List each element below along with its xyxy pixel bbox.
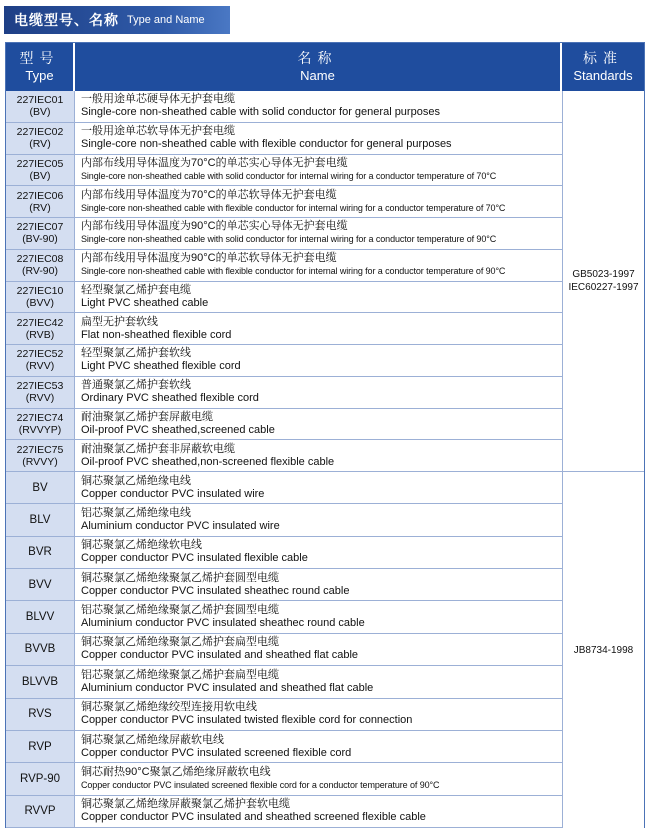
table-row [6,250,562,282]
table-row [6,409,562,441]
name-en: Copper conductor PVC insulated screened flexible cord [81,746,352,759]
name-en: Light PVC sheathed cable [81,296,209,309]
name-cell [75,440,562,471]
type-cell [6,91,75,122]
name-en: Copper conductor PVC insulated screened flexible cord for a conductor temperature of 90°C [81,779,440,790]
type-code: 227IEC74 [16,411,64,424]
name-cn: 普通聚氯乙烯护套软线 [81,379,191,392]
name-en: Single-core non-sheathed cable with flexible conductor for general purposes [81,138,452,151]
type-code: 227IEC01 [16,94,64,107]
name-cn: 铝芯聚氯乙烯绝缘聚氯乙烯护套扁型电缆 [81,668,279,681]
section-title-en: Type and Name [127,14,205,26]
table-row [6,537,562,569]
header-type [6,43,75,91]
header-type-cn: 型号 [19,50,60,66]
type-code-alias: (BV-90) [22,233,58,246]
type-cell [6,377,75,408]
name-en: Aluminium conductor PVC insulated wire [81,520,280,533]
name-cn: 铜芯聚氯乙烯绝缘绞型连接用软电线 [81,701,257,714]
name-en: Flat non-sheathed flexible cord [81,328,232,341]
standard-iec60227: IEC60227-1997 [568,282,639,293]
type-cell [6,763,75,794]
type-code: BLVVB [21,675,59,688]
name-cell [75,763,562,794]
name-cell [75,634,562,665]
table-row [6,91,562,123]
type-code: BLVV [25,611,55,624]
name-en: Ordinary PVC sheathed flexible cord [81,392,259,405]
type-code: 227IEC07 [16,221,64,234]
table-row [6,123,562,155]
type-cell [6,569,75,600]
section-title-cn: 电缆型号、名称 [14,13,119,29]
name-cell [75,731,562,762]
standard-jb8734: JB8734-1998 [573,644,634,656]
type-code: BLV [29,514,51,527]
name-cn: 一般用途单芯硬导体无护套电缆 [81,93,235,106]
name-cn: 内部布线用导体温度为90°C的单芯软导体无护套电缆 [81,252,337,265]
type-code-alias: (RVVYP) [18,423,62,436]
type-code-alias: (BVV) [25,296,54,309]
table-row [6,377,562,409]
name-cell [75,537,562,568]
type-code: 227IEC06 [16,189,64,202]
name-cn: 铜芯聚氯乙烯绝缘聚氯乙烯护套扁型电缆 [81,636,279,649]
cable-type-table [5,42,645,828]
name-en: Single-core non-sheathed cable with flexible conductor for internal wiring for a conductor temperature of 70°C [81,202,506,213]
name-en: Copper conductor PVC insulated and sheathed flat cable [81,649,359,662]
table-row [6,155,562,187]
name-cn: 耐油聚氯乙烯护套屏蔽电缆 [81,410,213,423]
section-title-bar [4,6,230,34]
type-code: 227IEC08 [16,253,64,266]
name-cn: 铜芯聚氯乙烯绝缘屏蔽软电线 [81,733,224,746]
name-cell [75,377,562,408]
name-cn: 轻型聚氯乙烯护套软线 [81,347,191,360]
type-cell [6,123,75,154]
type-code: 227IEC53 [16,380,64,393]
table-row [6,569,562,601]
type-code-alias: (RV) [29,138,51,151]
name-cn: 铜芯聚氯乙烯绝缘聚氯乙烯护套圆型电缆 [81,571,279,584]
type-code: 227IEC75 [16,443,64,456]
type-cell [6,440,75,471]
type-cell [6,666,75,697]
name-en: Oil-proof PVC sheathed,non-screened flexible cable [81,455,335,468]
type-code-alias: (RVV) [25,392,55,405]
name-cell [75,796,562,827]
name-cn: 内部布线用导体温度为70°C的单芯软导体无护套电缆 [81,188,337,201]
name-en: Aluminium conductor PVC insulated sheathec round cable [81,617,365,630]
name-cell [75,666,562,697]
name-cn: 耐油聚氯乙烯护套非屏蔽软电缆 [81,442,235,455]
table-row [6,440,562,472]
type-code-alias: (RV) [29,201,51,214]
type-cell [6,504,75,535]
standard-cell-group2 [562,472,644,828]
type-code: 227IEC52 [16,348,64,361]
table-row [6,699,562,731]
type-code: 227IEC05 [16,157,64,170]
standard-cell-group1 [562,91,644,472]
name-cn: 内部布线用导体温度为70°C的单芯实心导体无护套电缆 [81,156,348,169]
table-row [6,763,562,795]
table-row [6,345,562,377]
name-cell [75,282,562,313]
name-cell [75,186,562,217]
name-cell [75,218,562,249]
name-cell [75,250,562,281]
type-cell [6,472,75,503]
type-code-alias: (RVV) [25,360,55,373]
type-cell [6,796,75,827]
type-cell [6,282,75,313]
table-row [6,472,562,504]
name-cell [75,504,562,535]
type-code: 227IEC10 [16,284,64,297]
type-cell [6,601,75,632]
type-code-alias: (RV-90) [22,265,58,278]
name-en: Single-core non-sheathed cable with solid conductor for internal wiring for a conductor temperature of 70°C [81,170,497,181]
type-cell [6,250,75,281]
table-row [6,666,562,698]
name-en: Single-core non-sheathed cable with solid conductor for internal wiring for a conductor temperature of 90°C [81,234,497,245]
table-row [6,282,562,314]
type-cell [6,218,75,249]
table-row [6,796,562,828]
type-cell [6,731,75,762]
table-row [6,504,562,536]
name-en: Oil-proof PVC sheathed,screened cable [81,423,275,436]
name-cn: 铜芯聚氯乙烯绝缘电线 [81,474,191,487]
table-row [6,313,562,345]
type-code: RVP [28,740,52,753]
name-en: Copper conductor PVC insulated sheathec round cable [81,584,350,597]
name-cell [75,123,562,154]
name-en: Copper conductor PVC insulated and sheathed screened flexible cable [81,811,426,824]
name-en: Light PVC sheathed flexible cord [81,360,241,373]
name-en: Copper conductor PVC insulated wire [81,487,265,500]
name-cn: 轻型聚氯乙烯护套电缆 [81,283,191,296]
name-cell [75,409,562,440]
type-cell [6,409,75,440]
type-code: 227IEC02 [16,126,64,139]
type-cell [6,186,75,217]
name-en: Single-core non-sheathed cable with solid conductor for general purposes [81,106,440,119]
name-cn: 铝芯聚氯乙烯绝缘聚氯乙烯护套圆型电缆 [81,604,279,617]
name-cell [75,313,562,344]
header-type-en: Type [25,68,54,83]
type-code: BV [32,481,48,494]
name-cell [75,601,562,632]
name-cn: 一般用途单芯软导体无护套电缆 [81,125,235,138]
type-code-alias: (RVVY) [22,455,58,468]
name-cell [75,91,562,122]
header-standards-en: Standards [573,68,633,83]
name-en: Copper conductor PVC insulated flexible cable [81,552,308,565]
name-cn: 铜芯耐热90°C聚氯乙烯绝缘屏蔽软电线 [81,765,271,778]
name-cell [75,569,562,600]
name-cn: 铜芯聚氯乙烯绝缘屏蔽聚氯乙烯护套软电缆 [81,798,290,811]
type-cell [6,537,75,568]
header-standards [562,43,644,91]
table-row [6,218,562,250]
name-cn: 铜芯聚氯乙烯绝缘软电线 [81,539,202,552]
name-cell [75,155,562,186]
header-name-en: Name [300,68,335,83]
type-cell [6,345,75,376]
table-row [6,186,562,218]
table-row [6,601,562,633]
type-code: BVVB [24,643,56,656]
type-cell [6,634,75,665]
name-cn: 内部布线用导体温度为90°C的单芯实心导体无护套电缆 [81,220,348,233]
table-row [6,634,562,666]
type-code: BVV [28,578,52,591]
name-cn: 铝芯聚氯乙烯绝缘电线 [81,507,191,520]
type-cell [6,155,75,186]
header-name-cn: 名称 [297,50,338,66]
name-cn: 扁型无护套软线 [81,315,158,328]
name-cell [75,345,562,376]
name-en: Copper conductor PVC insulated twisted flexible cord for connection [81,714,413,727]
name-en: Single-core non-sheathed cable with flexible conductor for internal wiring for a conductor temperature of 90°C [81,266,506,277]
type-code-alias: (BV) [29,106,51,119]
type-code-alias: (BV) [29,169,51,182]
header-name [75,43,562,91]
type-code: RVP-90 [19,772,61,785]
name-cell [75,699,562,730]
type-code: BVR [28,546,52,559]
type-cell [6,313,75,344]
type-code: RVS [28,708,52,721]
header-standards-cn: 标准 [583,50,623,66]
name-en: Aluminium conductor PVC insulated and sheathed flat cable [81,681,374,694]
table-row [6,731,562,763]
type-cell [6,699,75,730]
type-code: RVVP [24,805,56,818]
standard-gb5023: GB5023-1997 [572,269,635,280]
name-cell [75,472,562,503]
type-code-alias: (RVB) [25,328,55,341]
type-code: 227IEC42 [16,316,64,329]
